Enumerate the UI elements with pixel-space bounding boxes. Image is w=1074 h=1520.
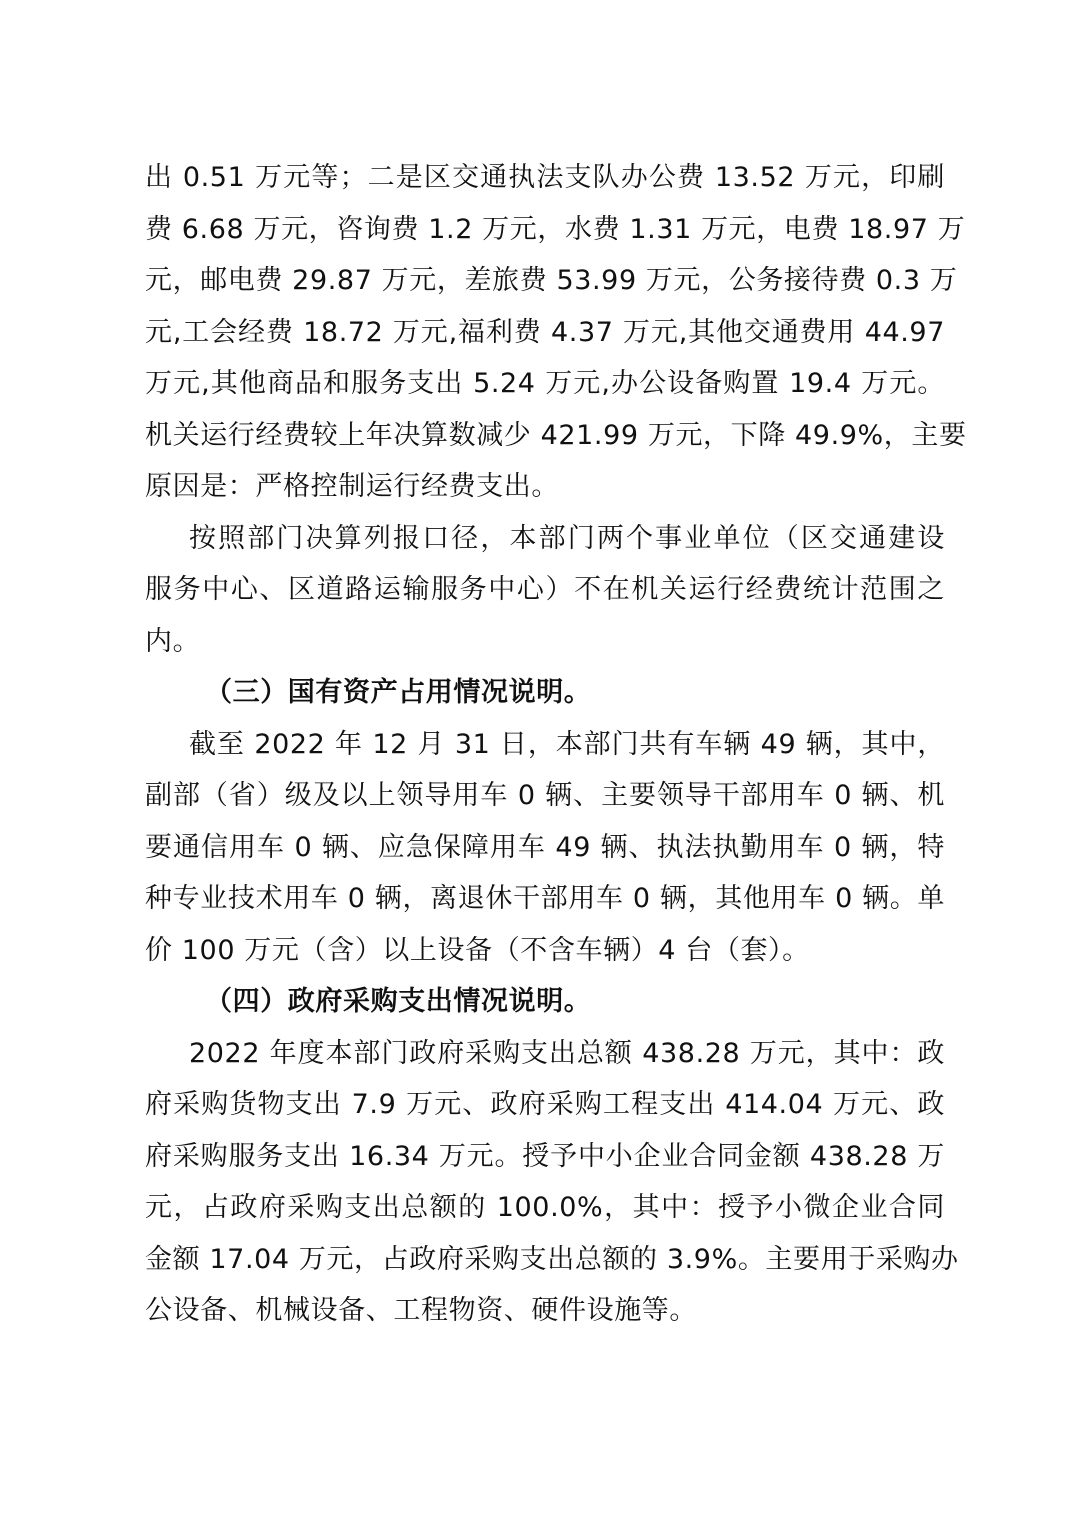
body-line: 元，邮电费 29.87 万元，差旅费 53.99 万元，公务接待费 0.3 万: [145, 265, 958, 296]
body-line: 要通信用车 0 辆、应急保障用车 49 辆、执法执勤用车 0 辆，特: [145, 831, 945, 863]
body-line: 金额 17.04 万元，占政府采购支出总额的 3.9%。主要用于采购办: [145, 1243, 959, 1275]
body-line: 按照部门决算列报口径，本部门两个事业单位（区交通建设: [189, 522, 945, 554]
body-line: 2022 年度本部门政府采购支出总额 438.28 万元，其中：政: [189, 1037, 945, 1069]
body-line: 种专业技术用车 0 辆，离退休干部用车 0 辆，其他用车 0 辆。单: [145, 883, 945, 914]
body-line: 元，占政府采购支出总额的 100.0%，其中：授予小微企业合同: [145, 1192, 945, 1223]
body-line: 服务中心、区道路运输服务中心）不在机关运行经费统计范围之: [145, 574, 945, 605]
body-line: 截至 2022 年 12 月 31 日，本部门共有车辆 49 辆，其中，: [189, 728, 945, 760]
body-line: 公设备、机械设备、工程物资、硬件设施等。: [145, 1295, 697, 1326]
body-line: 价 100 万元（含）以上设备（不含车辆）4 台（套）。: [145, 934, 810, 966]
body-line: 元,工会经费 18.72 万元,福利费 4.37 万元,其他交通费用 44.97: [145, 316, 945, 348]
body-line: 内。: [145, 625, 201, 657]
body-line: 费 6.68 万元，咨询费 1.2 万元，水费 1.31 万元，电费 18.97 万: [145, 213, 966, 245]
section-heading: （四）政府采购支出情况说明。: [205, 986, 592, 1017]
body-line: 万元,其他商品和服务支出 5.24 万元,办公设备购置 19.4 万元。: [145, 368, 946, 399]
body-line: 出 0.51 万元等；二是区交通执法支队办公费 13.52 万元，印刷: [145, 162, 945, 193]
body-line: 府采购货物支出 7.9 万元、政府采购工程支出 414.04 万元、政: [145, 1089, 945, 1120]
body-line: 副部（省）级及以上领导用车 0 辆、主要领导干部用车 0 辆、机: [145, 780, 945, 811]
document-body: [145, 152, 967, 1337]
body-line: 府采购服务支出 16.34 万元。授予中小企业合同金额 438.28 万: [145, 1140, 945, 1172]
body-line: 机关运行经费较上年决算数减少 421.99 万元，下降 49.9%，主要: [145, 419, 967, 451]
body-line: 原因是：严格控制运行经费支出。: [145, 471, 559, 502]
section-heading: （三）国有资产占用情况说明。: [205, 677, 592, 708]
